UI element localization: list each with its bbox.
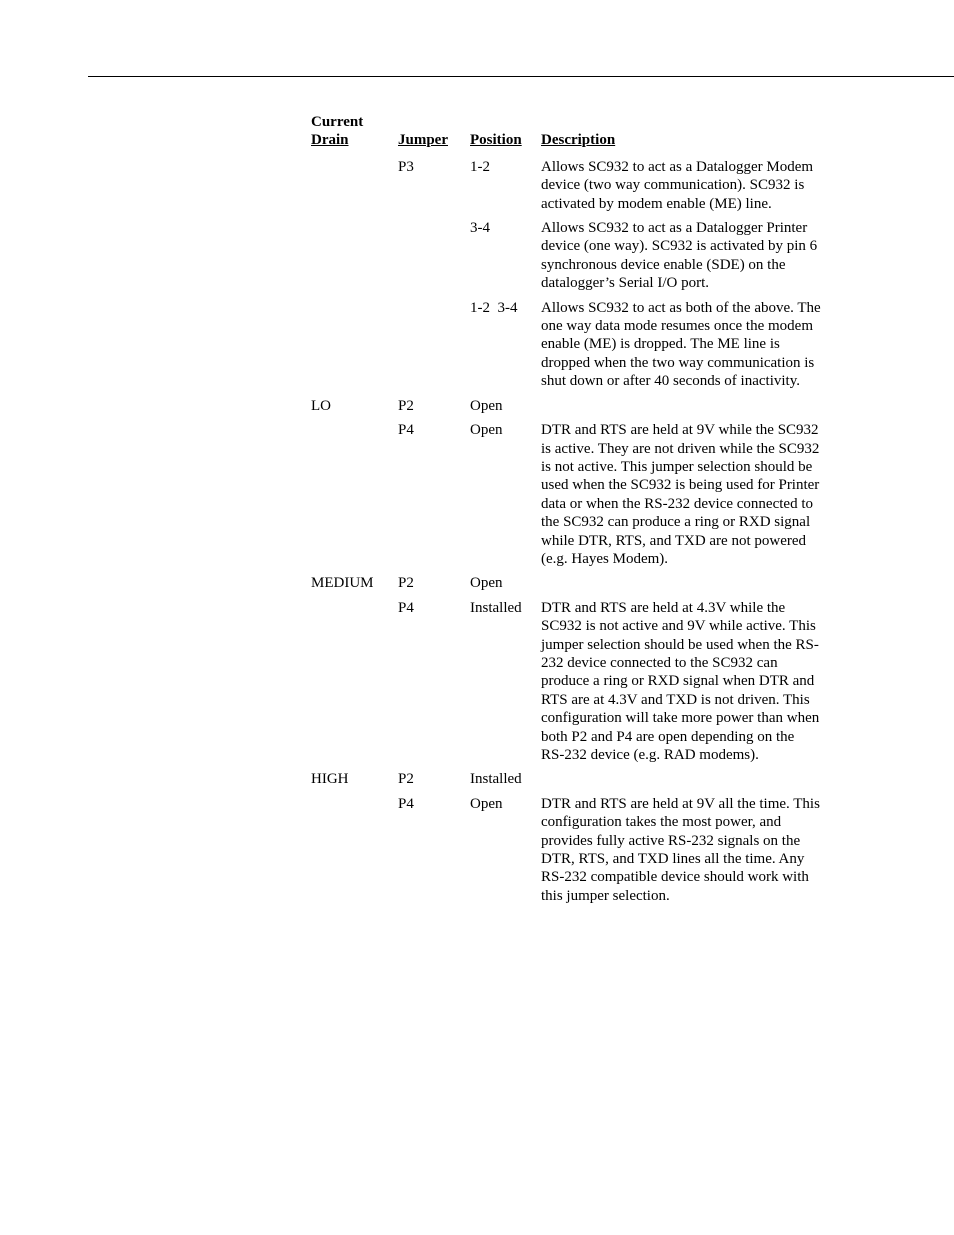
cell-position: Open bbox=[470, 795, 503, 812]
table-row bbox=[311, 421, 821, 568]
table-row bbox=[311, 397, 821, 415]
cell-description: Allows SC932 to act as both of the above. The one way data mode resumes once the modem enable (ME) is dropped. The ME line is dropped when the two way communication is shut down or after 40 seconds of inactivity. bbox=[541, 299, 821, 390]
table-row bbox=[311, 299, 821, 391]
cell-current-drain: HIGH bbox=[311, 771, 349, 788]
table-row bbox=[311, 599, 821, 765]
cell-jumper: P4 bbox=[398, 795, 414, 812]
cell-description: DTR and RTS are held at 4.3V while the SC932 is not active and 9V while active. This jumper selection should be used when the RS-232 device connected to the SC932 can produce a ring or RXD signal when DTR and RTS are at 4.3V and TXD is not driven. This configuration will take more power than when both P2 and P4 are open depending on the RS-232 device (e.g. RAD modems). bbox=[541, 599, 820, 763]
cell-jumper: P2 bbox=[398, 575, 414, 592]
table-row bbox=[311, 795, 821, 905]
table-row bbox=[311, 574, 821, 592]
table-row bbox=[311, 219, 821, 293]
cell-position: 1-2 3-4 bbox=[470, 299, 518, 316]
cell-description: DTR and RTS are held at 9V all the time. This configuration takes the most power, and provides fully active RS-232 signals on the DTR, RTS, and TXD lines all the time. Any RS-232 compatible device should work with this jumper selection. bbox=[541, 795, 820, 904]
table-header-row bbox=[311, 113, 821, 150]
column-header-position: Position bbox=[470, 132, 522, 149]
cell-current-drain: MEDIUM bbox=[311, 575, 374, 592]
table-row bbox=[311, 770, 821, 788]
table-row bbox=[311, 158, 821, 213]
cell-jumper: P3 bbox=[398, 158, 414, 175]
cell-position: Open bbox=[470, 397, 503, 414]
cell-position: 1-2 bbox=[470, 158, 490, 175]
cell-position: Installed bbox=[470, 771, 522, 788]
jumper-settings-table bbox=[311, 113, 821, 911]
cell-jumper: P4 bbox=[398, 599, 414, 616]
column-header-description: Description bbox=[541, 132, 616, 149]
cell-position: Open bbox=[470, 422, 503, 439]
cell-position: Installed bbox=[470, 599, 522, 616]
cell-current-drain: LO bbox=[311, 397, 331, 414]
cell-jumper: P2 bbox=[398, 771, 414, 788]
cell-position: 3-4 bbox=[470, 220, 490, 237]
cell-position: Open bbox=[470, 575, 503, 592]
column-header-drain-label: Drain bbox=[311, 132, 349, 149]
column-header-current-drain bbox=[311, 113, 398, 150]
header-rule bbox=[88, 76, 954, 77]
cell-jumper: P2 bbox=[398, 397, 414, 414]
cell-description: DTR and RTS are held at 9V while the SC932 is active. They are not driven while the SC932 is not active. This jumper selection should be used when the SC932 is being used for Printer data or when the RS-232 device connected to the SC932 can produce a ring or RXD signal while DTR, RTS, and TXD are not powered (e.g. Hayes Modem). bbox=[541, 422, 820, 567]
cell-description: Allows SC932 to act as a Datalogger Modem device (two way communication). SC932 is activated by modem enable (ME) line. bbox=[541, 158, 814, 212]
column-header-jumper: Jumper bbox=[398, 132, 448, 149]
column-header-current-label: Current bbox=[311, 114, 364, 130]
cell-description: Allows SC932 to act as a Datalogger Printer device (one way). SC932 is activated by pin 6 synchronous device enable (SDE) on the datalogger’s Serial I/O port. bbox=[541, 220, 818, 292]
cell-jumper: P4 bbox=[398, 422, 414, 439]
